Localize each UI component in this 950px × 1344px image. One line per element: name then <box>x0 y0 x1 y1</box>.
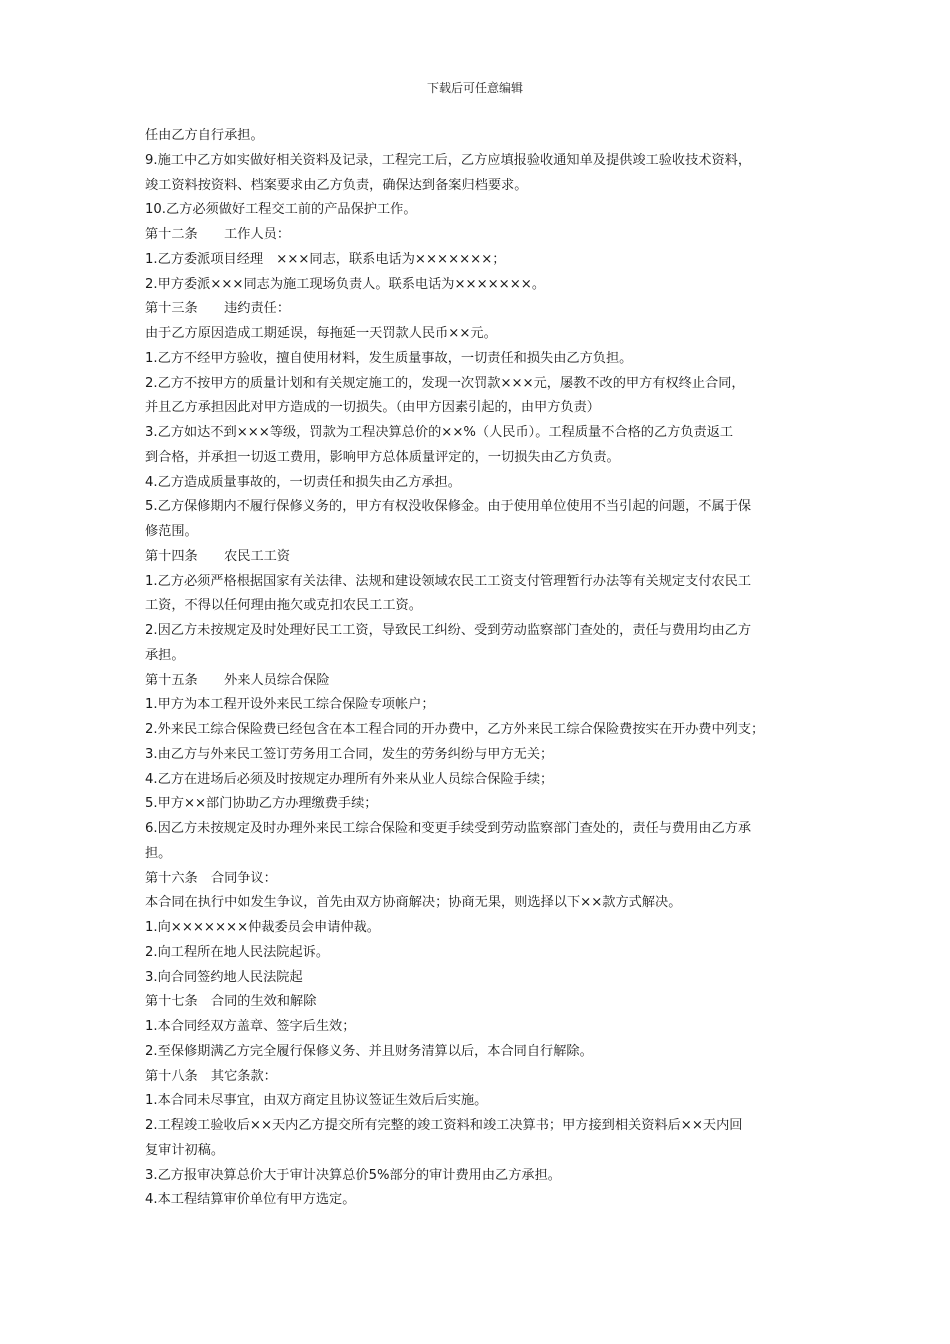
document-line: 3.向合同签约地人民法院起 <box>145 969 303 985</box>
document-line: 9.施工中乙方如实做好相关资料及记录，工程完工后，乙方应填报验收通知单及提供竣工验收技术资料， <box>145 152 752 168</box>
document-line: 2.向工程所在地人民法院起诉。 <box>145 944 330 960</box>
document-line: 1.乙方委派项目经理 ×××同志，联系电话为×××××××； <box>145 251 506 267</box>
document-line: 复审计初稿。 <box>145 1142 225 1158</box>
document-line: 并且乙方承担因此对甲方造成的一切损失。（由甲方因素引起的，由甲方负责） <box>145 400 600 416</box>
document-line: 3.由乙方与外来民工签订劳务用工合同，发生的劳务纠纷与甲方无关； <box>145 746 554 762</box>
document-line: 1.乙方不经甲方验收，擅自使用材料，发生质量事故，一切责任和损失由乙方负担。 <box>145 350 633 366</box>
document-line: 2.乙方不按甲方的质量计划和有关规定施工的，发现一次罚款×××元，屡教不改的甲方有权终止合同， <box>145 375 745 391</box>
document-line: 2.工程竣工验收后××天内乙方提交所有完整的竣工资料和竣工决算书；甲方接到相关资料后××天内回 <box>145 1118 743 1133</box>
document-line: 竣工资料按资料、档案要求由乙方负责，确保达到备案归档要求。 <box>145 177 528 193</box>
document-line: 第十二条 工作人员： <box>145 227 291 242</box>
document-line: 1.向×××××××仲裁委员会申请仲裁。 <box>145 920 380 935</box>
document-line: 5.乙方保修期内不履行保修义务的，甲方有权没收保修金。由于使用单位使用不当引起的问题，不属于保 <box>145 499 752 515</box>
document-line: 第十六条 合同争议： <box>145 870 277 886</box>
document-line: 2.因乙方未按规定及时处理好民工工资，导致民工纠纷、受到劳动监察部门查处的，责任与费用均由乙方 <box>145 623 752 638</box>
document-line: 4.本工程结算审价单位有甲方选定。 <box>145 1192 356 1208</box>
document-line: 4.乙方在进场后必须及时按规定办理所有外来从业人员综合保险手续； <box>145 771 554 787</box>
document-line: 2.外来民工综合保险费已经包含在本工程合同的开办费中，乙方外来民工综合保险费按实在开办费中列支； <box>145 722 765 737</box>
document-line: 1.甲方为本工程开设外来民工综合保险专项帐户； <box>145 697 435 713</box>
document-line: 2.甲方委派×××同志为施工现场负责人。联系电话为×××××××。 <box>145 276 546 292</box>
document-line: 工资，不得以任何理由拖欠或克扣农民工工资。 <box>145 598 422 614</box>
document-line: 5.甲方××部门协助乙方办理缴费手续； <box>145 796 378 812</box>
document-line: 2.至保修期满乙方完全履行保修义务、并且财务清算以后，本合同自行解除。 <box>145 1043 593 1059</box>
document-line: 6.因乙方未按规定及时办理外来民工综合保险和变更手续受到劳动监察部门查处的，责任与费用由乙方承 <box>145 821 752 836</box>
document-line: 本合同在执行中如发生争议，首先由双方协商解决；协商无果，则选择以下××款方式解决。 <box>145 895 682 911</box>
document-body <box>145 124 813 1213</box>
document-line: 第十五条 外来人员综合保险 <box>145 672 330 688</box>
document-line: 承担。 <box>145 647 185 663</box>
document-line: 第十七条 合同的生效和解除 <box>145 994 317 1010</box>
page-header-note: 下载后可任意编辑 <box>426 81 523 95</box>
document-line: 3.乙方报审决算总价大于审计决算总价5%部分的审计费用由乙方承担。 <box>145 1167 561 1183</box>
document-line: 1.本合同经双方盖章、签字后生效； <box>145 1019 356 1034</box>
document-line: 1.本合同未尽事宜，由双方商定且协议签证生效后后实施。 <box>145 1093 488 1109</box>
document-line: 4.乙方造成质量事故的，一切责任和损失由乙方承担。 <box>145 474 461 490</box>
document-line: 由于乙方原因造成工期延误，每拖延一天罚款人民币××元。 <box>145 326 497 341</box>
document-line: 到合格，并承担一切返工费用，影响甲方总体质量评定的，一切损失由乙方负责。 <box>145 449 620 465</box>
document-line: 担。 <box>145 845 172 861</box>
document-line: 3.乙方如达不到×××等级，罚款为工程决算总价的××%（人民币）。工程质量不合格的乙方负责返工 <box>145 425 734 440</box>
document-line: 修范围。 <box>145 524 198 539</box>
document-line: 任由乙方自行承担。 <box>145 128 264 143</box>
document-line: 10.乙方必须做好工程交工前的产品保护工作。 <box>145 202 417 218</box>
document-line: 第十四条 农民工工资 <box>145 548 291 564</box>
document-line: 第十三条 违约责任： <box>145 301 291 317</box>
document-line: 1.乙方必须严格根据国家有关法律、法规和建设领域农民工工资支付管理暂行办法等有关规定支付农民工 <box>145 573 752 589</box>
document-line: 第十八条 其它条款： <box>145 1068 277 1084</box>
